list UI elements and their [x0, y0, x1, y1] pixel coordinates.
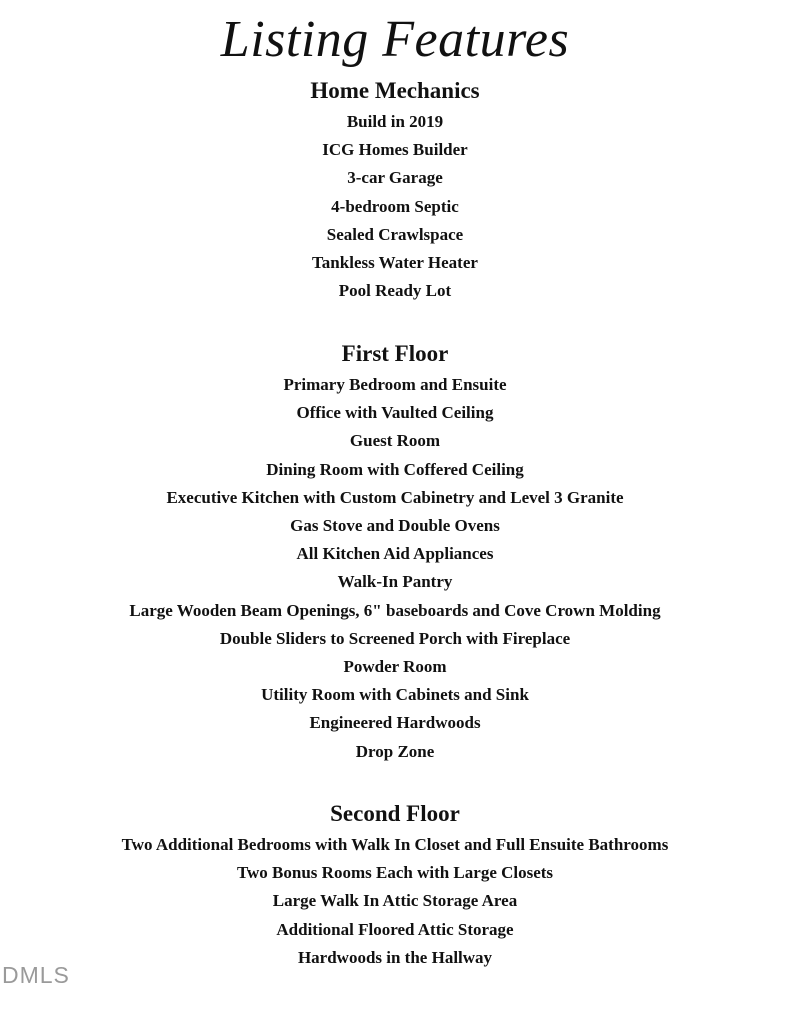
list-item: Engineered Hardwoods [309, 713, 481, 733]
list-item: Office with Vaulted Ceiling [296, 403, 494, 423]
list-item: Guest Room [349, 431, 441, 451]
list-item: Pool Ready Lot [338, 281, 452, 301]
section-heading: First Floor [341, 341, 449, 366]
list-item: Powder Room [343, 657, 447, 677]
feature-list [0, 371, 790, 766]
list-item: Double Sliders to Screened Porch with Fireplace [219, 628, 571, 648]
list-item: Two Bonus Rooms Each with Large Closets [236, 863, 554, 883]
list-item: Build in 2019 [346, 112, 444, 131]
list-item: Large Wooden Beam Openings, 6" baseboards and Cove Crown Molding [129, 600, 661, 620]
list-item: Primary Bedroom and Ensuite [283, 375, 507, 394]
watermark-logo: DMLS [2, 962, 70, 988]
list-item: Large Walk In Attic Storage Area [272, 891, 518, 911]
list-item: ICG Homes Builder [322, 140, 468, 160]
list-item: Gas Stove and Double Ovens [290, 516, 500, 536]
list-item: Two Additional Bedrooms with Walk In Closet and Full Ensuite Bathrooms [121, 835, 669, 854]
list-item: Sealed Crawlspace [326, 224, 464, 244]
feature-list [0, 831, 790, 972]
list-item: Dining Room with Coffered Ceiling [266, 459, 524, 479]
feature-list [0, 108, 790, 305]
section-first-floor [0, 339, 790, 766]
list-item: 4-bedroom Septic [331, 196, 459, 216]
section-second-floor [0, 799, 790, 972]
section-heading: Home Mechanics [310, 78, 480, 103]
list-item: Tankless Water Heater [312, 253, 478, 273]
list-item: All Kitchen Aid Appliances [296, 544, 494, 564]
list-item: Utility Room with Cabinets and Sink [261, 685, 529, 705]
list-item: Executive Kitchen with Custom Cabinetry and Level 3 Granite [166, 487, 624, 507]
page-title: Listing Features [220, 11, 570, 68]
list-item: Drop Zone [355, 741, 435, 761]
section-home-mechanics [0, 76, 790, 305]
list-item: Walk-In Pantry [337, 572, 453, 592]
list-item: 3-car Garage [347, 168, 443, 188]
section-heading: Second Floor [330, 801, 460, 826]
list-item: Additional Floored Attic Storage [276, 919, 514, 939]
list-item: Hardwoods in the Hallway [297, 947, 493, 967]
